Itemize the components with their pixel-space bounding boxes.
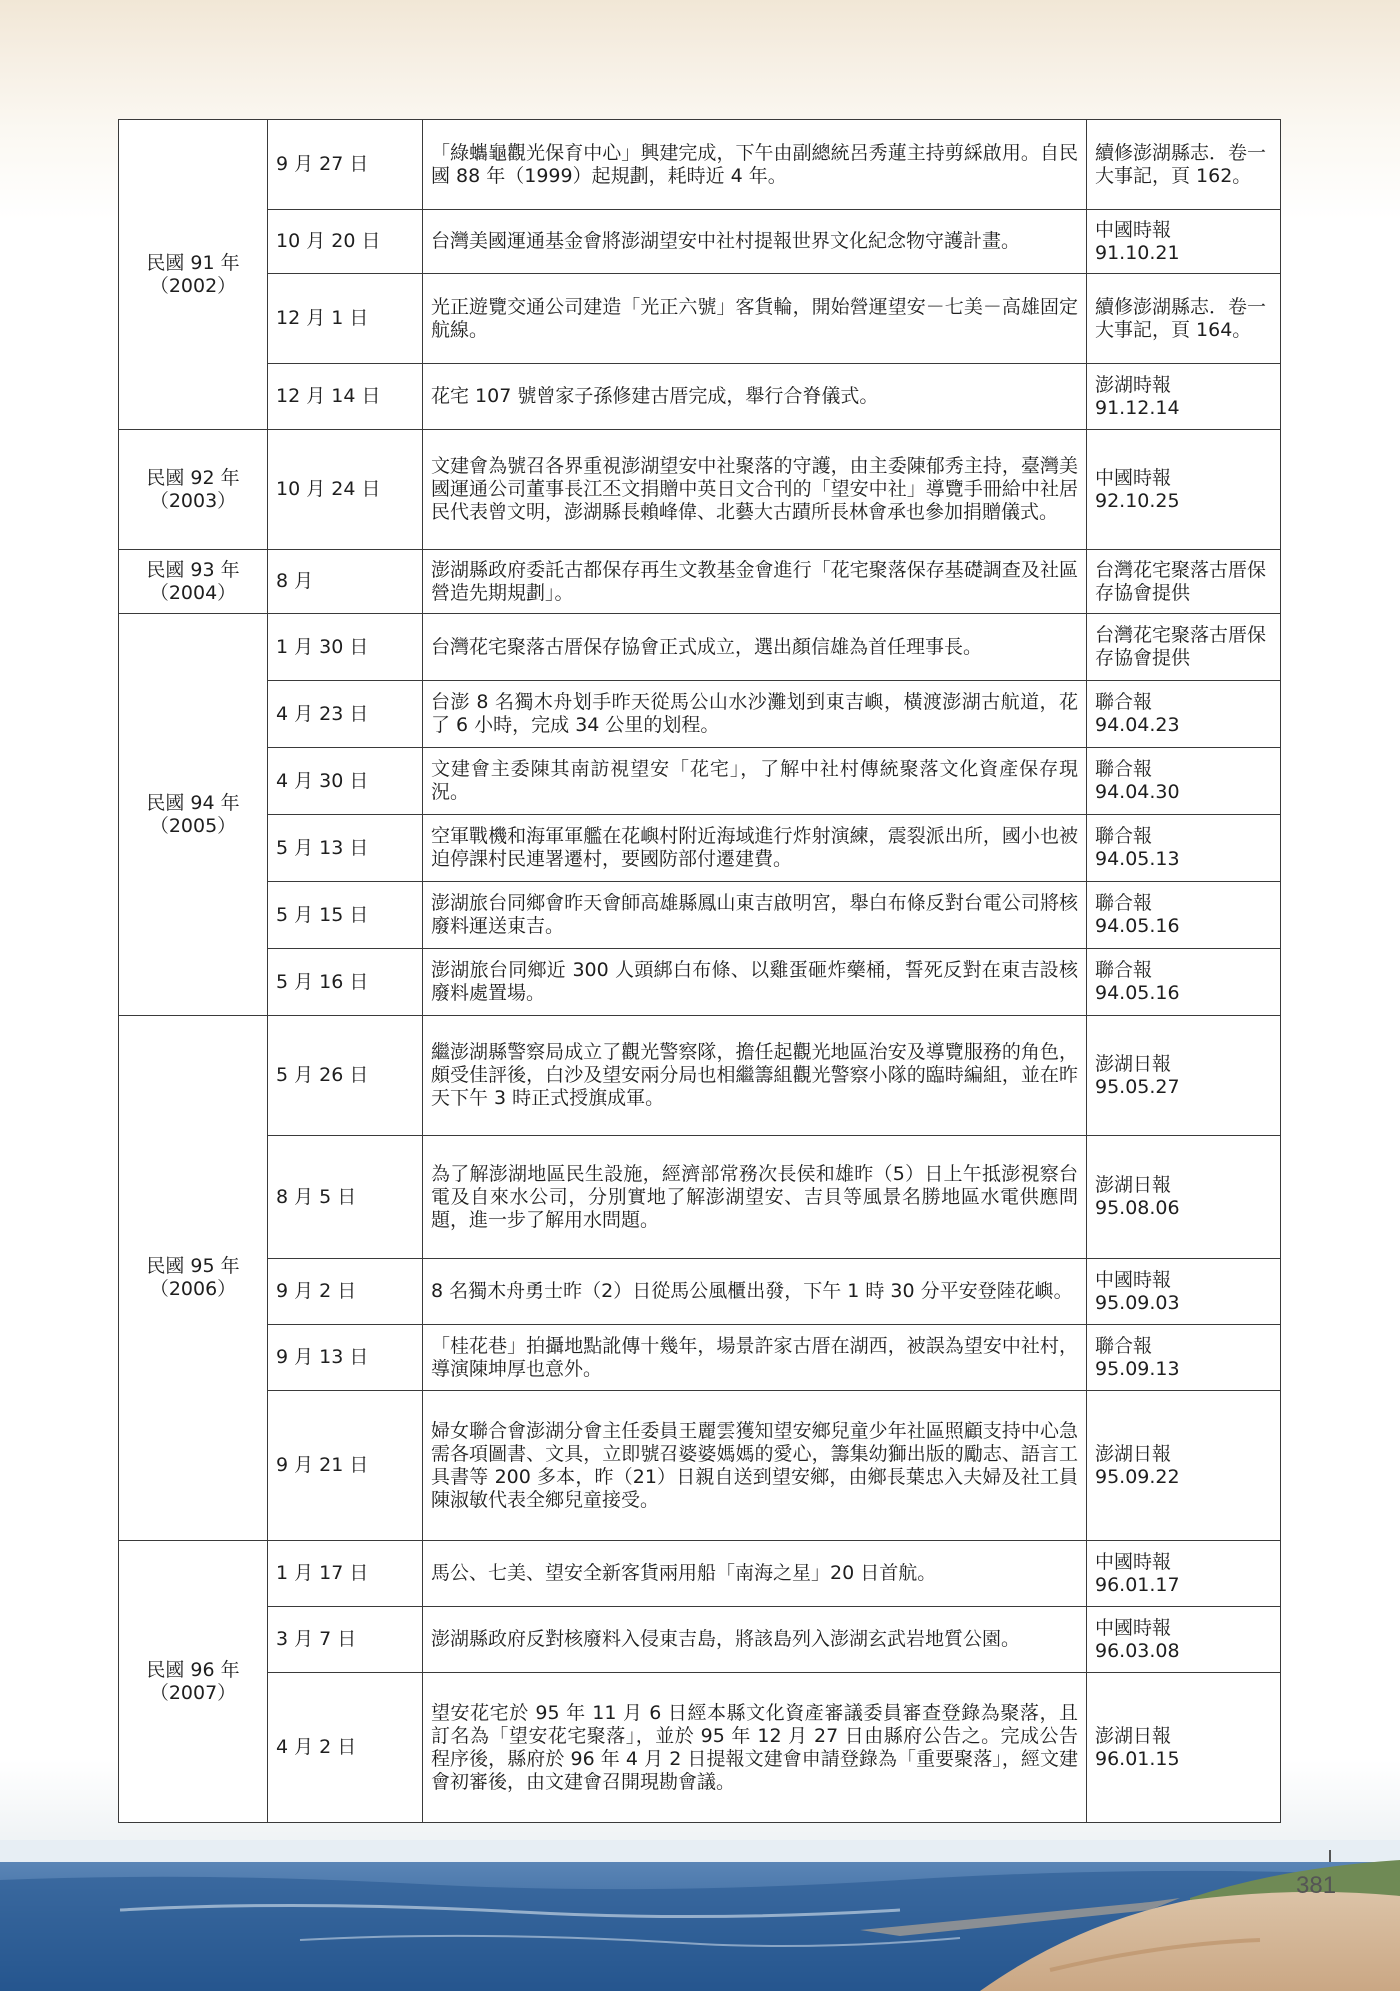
event-cell: 澎湖旅台同鄉近 300 人頭綁白布條、以雞蛋砸炸藥桶，誓死反對在東吉設核廢料處置場。 bbox=[423, 949, 1087, 1016]
source-cell: 中國時報 95.09.03 bbox=[1087, 1259, 1281, 1325]
event-cell: 文建會主委陳其南訪視望安「花宅」，了解中社村傳統聚落文化資產保存現況。 bbox=[423, 748, 1087, 815]
event-cell: 花宅 107 號曾家子孫修建古厝完成，舉行合脊儀式。 bbox=[423, 364, 1087, 430]
event-cell: 望安花宅於 95 年 11 月 6 日經本縣文化資產審議委員審查登錄為聚落，且訂名為「望安花宅聚落」，並於 95 年 12 月 27 日由縣府公告之。完成公告程序後，縣府於 96 年 4 月 2 日提報文建會申請登錄為「重要聚落」，經文建會初審後，由文建會召開現勘會議。 bbox=[423, 1673, 1087, 1823]
event-cell: 8 名獨木舟勇士昨（2）日從馬公風櫃出發，下午 1 時 30 分平安登陸花嶼。 bbox=[423, 1259, 1087, 1325]
date-cell: 3 月 7 日 bbox=[268, 1607, 423, 1673]
event-cell: 澎湖縣政府委託古都保存再生文教基金會進行「花宅聚落保存基礎調查及社區營造先期規劃」。 bbox=[423, 550, 1087, 614]
event-cell: 馬公、七美、望安全新客貨兩用船「南海之星」20 日首航。 bbox=[423, 1541, 1087, 1607]
date-cell: 10 月 20 日 bbox=[268, 210, 423, 274]
source-cell: 中國時報 91.10.21 bbox=[1087, 210, 1281, 274]
event-cell: 文建會為號召各界重視澎湖望安中社聚落的守護，由主委陳郁秀主持，臺灣美國運通公司董事長江丕文捐贈中英日文合刊的「望安中社」導覽手冊給中社居民代表曾文明，澎湖縣長賴峰偉、北藝大古蹟所長林會承也參加捐贈儀式。 bbox=[423, 430, 1087, 550]
date-cell: 5 月 16 日 bbox=[268, 949, 423, 1016]
source-cell: 中國時報 96.01.17 bbox=[1087, 1541, 1281, 1607]
source-cell: 澎湖時報 91.12.14 bbox=[1087, 364, 1281, 430]
year-cell: 民國 96 年 （2007） bbox=[119, 1541, 268, 1823]
date-cell: 9 月 27 日 bbox=[268, 120, 423, 210]
event-cell: 空軍戰機和海軍軍艦在花嶼村附近海域進行炸射演練，震裂派出所，國小也被迫停課村民連署遷村，要國防部付遷建費。 bbox=[423, 815, 1087, 882]
event-cell: 澎湖旅台同鄉會昨天會師高雄縣鳳山東吉啟明宮，舉白布條反對台電公司將核廢料運送東吉。 bbox=[423, 882, 1087, 949]
source-cell: 中國時報 92.10.25 bbox=[1087, 430, 1281, 550]
date-cell: 8 月 bbox=[268, 550, 423, 614]
source-cell: 中國時報 96.03.08 bbox=[1087, 1607, 1281, 1673]
date-cell: 12 月 1 日 bbox=[268, 274, 423, 364]
date-cell: 1 月 17 日 bbox=[268, 1541, 423, 1607]
year-cell: 民國 94 年 （2005） bbox=[119, 614, 268, 1016]
event-cell: 「桂花巷」拍攝地點訛傳十幾年，場景許家古厝在湖西，被誤為望安中社村，導演陳坤厚也意外。 bbox=[423, 1325, 1087, 1391]
source-cell: 台灣花宅聚落古厝保存協會提供 bbox=[1087, 614, 1281, 681]
event-cell: 婦女聯合會澎湖分會主任委員王麗雲獲知望安鄉兒童少年社區照顧支持中心急需各項圖書、文具，立即號召婆婆媽媽的愛心，籌集幼獅出版的勵志、語言工具書等 200 多本，昨（21）日親自送到望安鄉，由鄉長葉忠入夫婦及社工員陳淑敏代表全鄉兒童接受。 bbox=[423, 1391, 1087, 1541]
date-cell: 9 月 21 日 bbox=[268, 1391, 423, 1541]
date-cell: 12 月 14 日 bbox=[268, 364, 423, 430]
page-number: 381 bbox=[1296, 1872, 1337, 1899]
source-cell: 聯合報 94.05.13 bbox=[1087, 815, 1281, 882]
event-cell: 台灣美國運通基金會將澎湖望安中社村提報世界文化紀念物守護計畫。 bbox=[423, 210, 1087, 274]
source-cell: 聯合報 94.05.16 bbox=[1087, 882, 1281, 949]
event-cell: 台澎 8 名獨木舟划手昨天從馬公山水沙灘划到東吉嶼，橫渡澎湖古航道，花了 6 小時，完成 34 公里的划程。 bbox=[423, 681, 1087, 748]
date-cell: 10 月 24 日 bbox=[268, 430, 423, 550]
date-cell: 8 月 5 日 bbox=[268, 1136, 423, 1259]
source-cell: 澎湖日報 96.01.15 bbox=[1087, 1673, 1281, 1823]
chronology-table bbox=[118, 119, 1281, 1823]
event-cell: 澎湖縣政府反對核廢料入侵東吉島，將該島列入澎湖玄武岩地質公園。 bbox=[423, 1607, 1087, 1673]
source-cell: 澎湖日報 95.08.06 bbox=[1087, 1136, 1281, 1259]
source-cell: 續修澎湖縣志．卷一大事記，頁 162。 bbox=[1087, 120, 1281, 210]
date-cell: 9 月 2 日 bbox=[268, 1259, 423, 1325]
year-cell: 民國 93 年 （2004） bbox=[119, 550, 268, 614]
event-cell: 「綠蠵龜觀光保育中心」興建完成，下午由副總統呂秀蓮主持剪綵啟用。自民國 88 年（1999）起規劃，耗時近 4 年。 bbox=[423, 120, 1087, 210]
year-cell: 民國 95 年 （2006） bbox=[119, 1016, 268, 1541]
event-cell: 繼澎湖縣警察局成立了觀光警察隊，擔任起觀光地區治安及導覽服務的角色，頗受佳評後，白沙及望安兩分局也相繼籌組觀光警察小隊的臨時編組，並在昨天下午 3 時正式授旗成軍。 bbox=[423, 1016, 1087, 1136]
source-cell: 聯合報 94.04.30 bbox=[1087, 748, 1281, 815]
source-cell: 聯合報 95.09.13 bbox=[1087, 1325, 1281, 1391]
date-cell: 1 月 30 日 bbox=[268, 614, 423, 681]
source-cell: 澎湖日報 95.09.22 bbox=[1087, 1391, 1281, 1541]
event-cell: 為了解澎湖地區民生設施，經濟部常務次長侯和雄昨（5）日上午抵澎視察台電及自來水公司，分別實地了解澎湖望安、吉貝等風景名勝地區水電供應問題，進一步了解用水問題。 bbox=[423, 1136, 1087, 1259]
coastal-landscape-photo bbox=[0, 1840, 1400, 1991]
source-cell: 續修澎湖縣志．卷一大事記，頁 164。 bbox=[1087, 274, 1281, 364]
event-cell: 光正遊覽交通公司建造「光正六號」客貨輪，開始營運望安－七美－高雄固定航線。 bbox=[423, 274, 1087, 364]
source-cell: 聯合報 94.04.23 bbox=[1087, 681, 1281, 748]
source-cell: 澎湖日報 95.05.27 bbox=[1087, 1016, 1281, 1136]
date-cell: 4 月 2 日 bbox=[268, 1673, 423, 1823]
event-cell: 台灣花宅聚落古厝保存協會正式成立，選出顏信雄為首任理事長。 bbox=[423, 614, 1087, 681]
date-cell: 9 月 13 日 bbox=[268, 1325, 423, 1391]
year-cell: 民國 92 年 （2003） bbox=[119, 430, 268, 550]
date-cell: 4 月 23 日 bbox=[268, 681, 423, 748]
source-cell: 聯合報 94.05.16 bbox=[1087, 949, 1281, 1016]
date-cell: 4 月 30 日 bbox=[268, 748, 423, 815]
year-cell: 民國 91 年 （2002） bbox=[119, 120, 268, 430]
source-cell: 台灣花宅聚落古厝保存協會提供 bbox=[1087, 550, 1281, 614]
date-cell: 5 月 15 日 bbox=[268, 882, 423, 949]
date-cell: 5 月 13 日 bbox=[268, 815, 423, 882]
date-cell: 5 月 26 日 bbox=[268, 1016, 423, 1136]
